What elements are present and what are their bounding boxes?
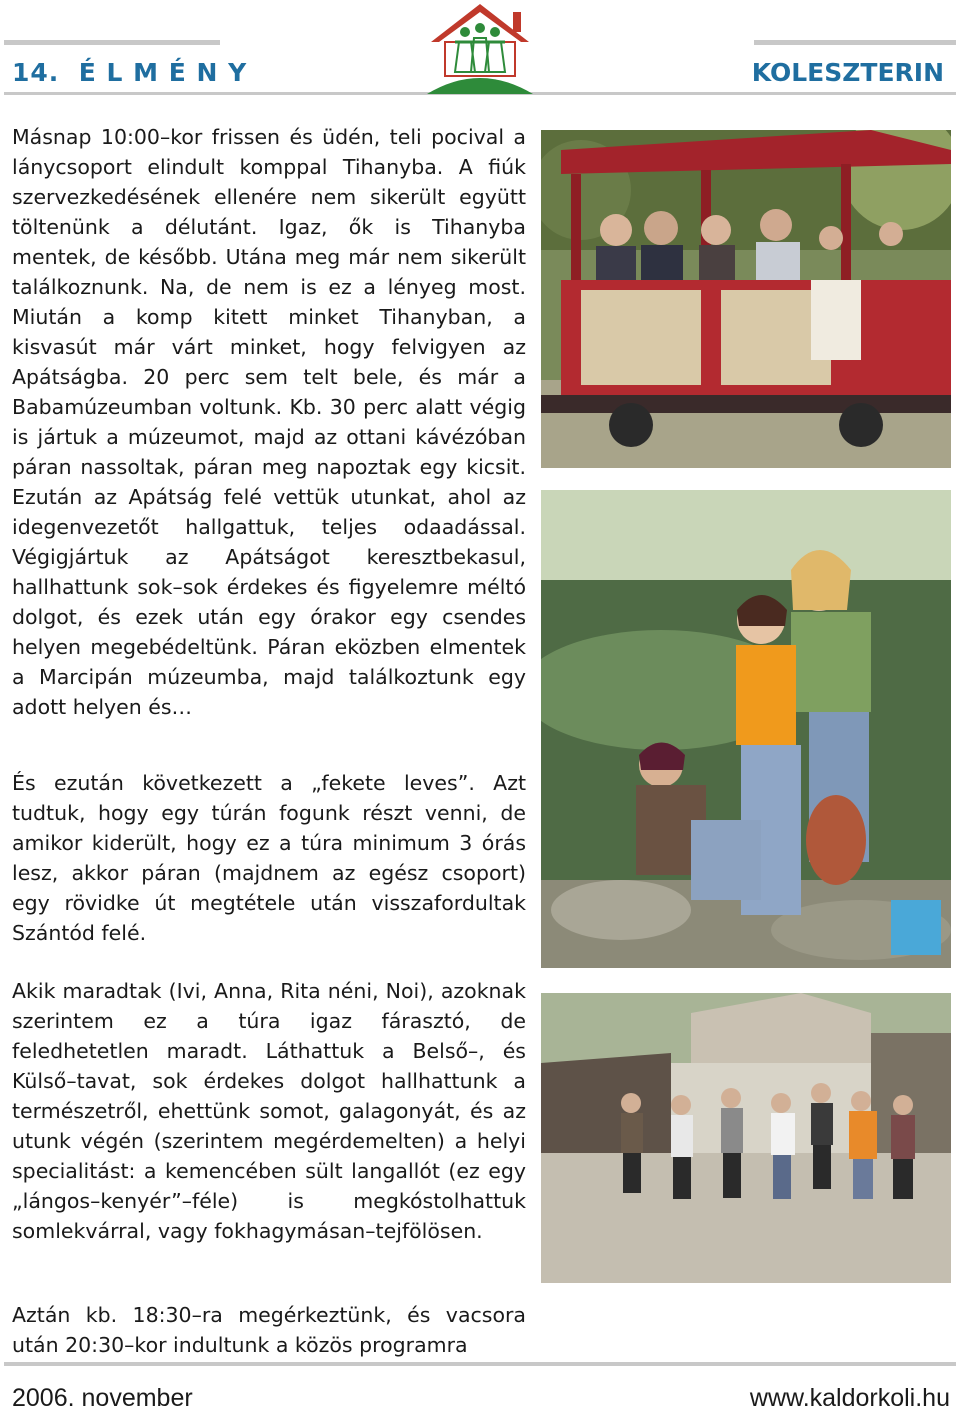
header-rule-left (4, 40, 220, 45)
footer-divider (4, 1362, 956, 1366)
house-with-people-logo (425, 2, 535, 94)
photo-girls-by-lake (541, 490, 951, 968)
article-paragraph-3: Akik maradtak (Ivi, Anna, Rita néni, Noi), azoknak szerintem ez a túra igaz fárasztó, de feledhetetlen maradt. Láthattuk a Belső–, és Külső–tavat, sok érdekes dolgot hallhattunk a természetről, ehettünk somot, galagonyát, és az utunk végén (szerintem megérdemelten) a helyi specialitást: a kemencében sült langallót (ez egy „lángos–kenyér”–féle) is megkóstolhattuk somlekvárral, vagy fokhagymásan–tejfölösen. (12, 979, 526, 1243)
page-number-section-title: 14. É L M É N Y (12, 58, 248, 87)
magazine-title: KOLESZTERIN (751, 58, 944, 87)
issue-date: 2006. november (12, 1384, 193, 1412)
photo-tourist-train (541, 130, 951, 468)
article-paragraph-2: És ezután következett a „fekete leves”. Azt tudtuk, hogy egy túrán fogunk részt venni, de amikor kiderült, hogy ez a túra minimum 3 órás lesz, akkor páran (majdnem az egész csoport) egy rövidke út megtétele után visszafordultak Szántód felé. (12, 771, 526, 945)
article-paragraph-4: Aztán kb. 18:30–ra megérkeztünk, és vacsora után 20:30–kor indultunk a közös programra (12, 1303, 526, 1357)
header-rule-right (754, 40, 956, 45)
website-link[interactable]: www.kaldorkoli.hu (749, 1384, 950, 1412)
article-paragraph-1: Másnap 10:00–kor frissen és üdén, teli pocival a lánycsoport elindult komppal Tihanyba. A fiúk szervezkedésének ellenére nem sikerült együtt töltenünk a délutánt. Igaz, ők is Tihanyba mentek, de később. Utána meg már nem sikerült találkoznunk. Na, de nem is ez a lényeg most. Miután a komp kitett minket Tihanyban, a kisvasút már várt minket, hogy felvigyen az Apátságba. 20 perc sem telt bele, és már a Babamúzeumban voltunk. Kb. 30 perc alatt végig is jártuk a múzeumot, majd az ottani kávézóban páran nassoltak, páran meg napoztak egy kicsit. Ezután az Apátság felé vettük utunkat, ahol az idegenvezetőt hallgattuk, teljes odaadással. Végigjártuk az Apátságot keresztbekasul, hallhattunk sok–sok érdekes és figyelemre méltó dolgot, és ezek után egy órakor egy csendes helyen megebédeltünk. Páran eközben elmentek a Marcipán múzeumba, majd találkoztunk egy adott helyen és… (12, 125, 526, 719)
photo-group-walking (541, 993, 951, 1283)
